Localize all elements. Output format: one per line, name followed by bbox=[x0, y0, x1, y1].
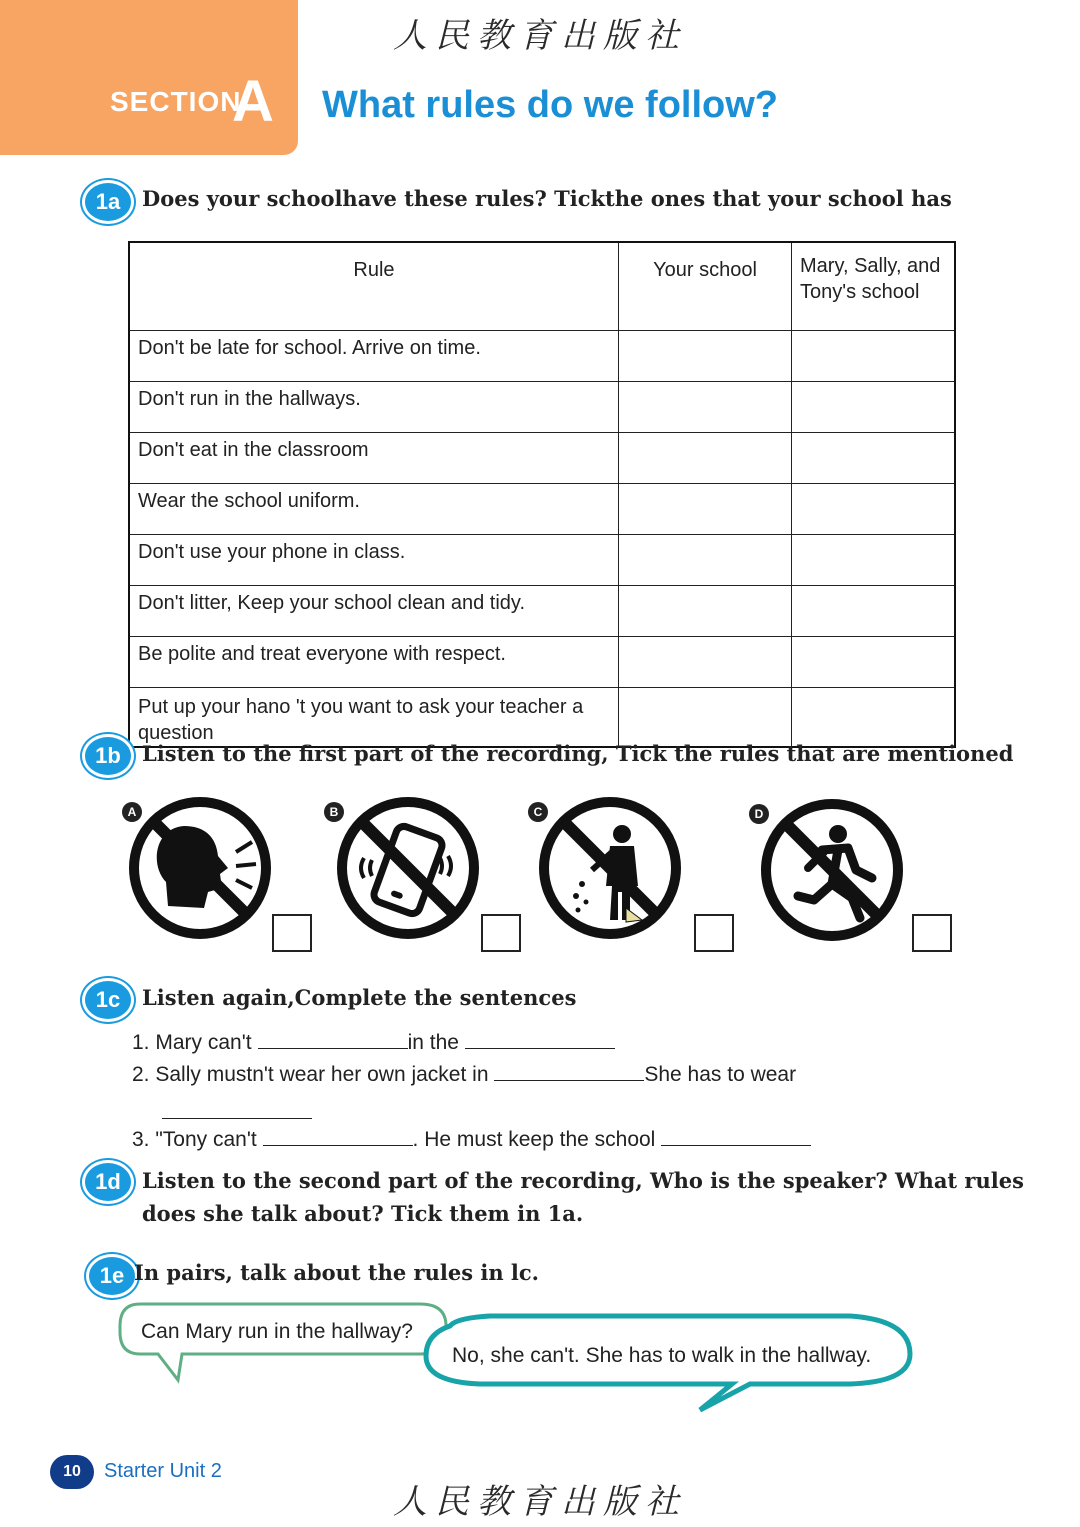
tickbox-b[interactable] bbox=[481, 914, 521, 952]
instruction-1d-line1: Listen to the second part of the recording, Who is the speaker? What rules bbox=[142, 1168, 1024, 1193]
instruction-1c: Listen again,Complete the sentences bbox=[142, 985, 577, 1010]
publisher-logo-bottom: 人民教育出版社 bbox=[393, 1482, 687, 1522]
table-header-row bbox=[129, 242, 955, 331]
no-littering-icon bbox=[530, 796, 690, 946]
sentence-1-start: 1. Mary can't bbox=[132, 1031, 252, 1054]
instruction-1a: Does your schoolhave these rules? Tickthe ones that your school has bbox=[142, 186, 952, 211]
tickbox-d[interactable] bbox=[912, 914, 952, 952]
instruction-1e: In pairs, talk about the rules in lc. bbox=[134, 1260, 539, 1285]
tick-cell-their-school[interactable] bbox=[792, 535, 956, 586]
rule-cell: Don't litter, Keep your school clean and tidy. bbox=[129, 586, 619, 637]
table-row bbox=[129, 331, 955, 382]
badge-1b: 1b bbox=[82, 734, 134, 778]
blank-2a[interactable] bbox=[494, 1062, 644, 1081]
no-phone-icon bbox=[330, 796, 490, 946]
table-row bbox=[129, 484, 955, 535]
sentence-3 bbox=[132, 1127, 811, 1152]
rule-cell: Be polite and treat everyone with respect. bbox=[129, 637, 619, 688]
blank-2b[interactable] bbox=[162, 1100, 312, 1119]
rule-cell: Don't use your phone in class. bbox=[129, 535, 619, 586]
badge-1c: 1c bbox=[82, 978, 134, 1022]
tick-cell-your-school[interactable] bbox=[619, 688, 792, 748]
rule-cell: Don't eat in the classroom bbox=[129, 433, 619, 484]
header-rule: Rule bbox=[129, 242, 619, 331]
table-row bbox=[129, 688, 955, 748]
sentence-3-mid: . He must keep the school bbox=[412, 1128, 656, 1151]
tick-cell-their-school[interactable] bbox=[792, 433, 956, 484]
no-shouting-icon bbox=[124, 796, 284, 946]
bubble-1-text: Can Mary run in the hallway? bbox=[141, 1320, 413, 1343]
tick-cell-their-school[interactable] bbox=[792, 637, 956, 688]
tick-cell-their-school[interactable] bbox=[792, 382, 956, 433]
instruction-1d-line2: does she talk about? Tick them in 1a. bbox=[142, 1201, 584, 1226]
tick-cell-their-school[interactable] bbox=[792, 331, 956, 382]
badge-1d: 1d bbox=[82, 1160, 134, 1204]
badge-1a: 1a bbox=[82, 180, 134, 224]
section-letter: A bbox=[232, 69, 274, 134]
tick-cell-their-school[interactable] bbox=[792, 688, 956, 748]
icon-letter-b: B bbox=[324, 802, 344, 822]
tick-cell-your-school[interactable] bbox=[619, 484, 792, 535]
tickbox-c[interactable] bbox=[694, 914, 734, 952]
table-row bbox=[129, 586, 955, 637]
tick-cell-your-school[interactable] bbox=[619, 637, 792, 688]
publisher-logo-top: 人民教育出版社 bbox=[393, 16, 687, 56]
header-their-school: Mary, Sally, and Tony's school bbox=[792, 242, 956, 331]
unit-label: Starter Unit 2 bbox=[104, 1460, 222, 1482]
tick-cell-their-school[interactable] bbox=[792, 484, 956, 535]
icon-letter-d: D bbox=[749, 804, 769, 824]
rule-cell: Wear the school uniform. bbox=[129, 484, 619, 535]
rules-table bbox=[128, 241, 956, 748]
tick-cell-your-school[interactable] bbox=[619, 331, 792, 382]
sentence-2-mid: She has to wear bbox=[644, 1063, 797, 1086]
tickbox-a[interactable] bbox=[272, 914, 312, 952]
badge-1e: 1e bbox=[86, 1254, 138, 1298]
rule-cell: Put up your hano 't you want to ask your teacher a question bbox=[129, 688, 619, 748]
header-your-school: Your school bbox=[619, 242, 792, 331]
table-row bbox=[129, 535, 955, 586]
blank-1b[interactable] bbox=[465, 1030, 615, 1049]
table-row bbox=[129, 433, 955, 484]
table-row bbox=[129, 382, 955, 433]
rule-cell: Don't run in the hallways. bbox=[129, 382, 619, 433]
blank-3a[interactable] bbox=[263, 1127, 413, 1146]
bubble-2-text: No, she can't. She has to walk in the hallway. bbox=[452, 1344, 872, 1367]
table-row bbox=[129, 637, 955, 688]
sentence-1-mid: in the bbox=[407, 1031, 459, 1054]
blank-1a[interactable] bbox=[258, 1030, 408, 1049]
page-title: What rules do we follow? bbox=[322, 84, 778, 126]
sentence-2-start: 2. Sally mustn't wear her own jacket in bbox=[132, 1063, 489, 1086]
instruction-1b: Listen to the first part of the recording, Tick the rules that are mentioned bbox=[142, 741, 1014, 766]
no-running-icon bbox=[752, 798, 912, 948]
tick-cell-their-school[interactable] bbox=[792, 586, 956, 637]
blank-3b[interactable] bbox=[661, 1127, 811, 1146]
sentence-1 bbox=[132, 1030, 615, 1055]
tick-cell-your-school[interactable] bbox=[619, 535, 792, 586]
icon-letter-a: A bbox=[122, 802, 142, 822]
sentence-3-start: 3. "Tony can't bbox=[132, 1128, 257, 1151]
rule-cell: Don't be late for school. Arrive on time. bbox=[129, 331, 619, 382]
tick-cell-your-school[interactable] bbox=[619, 586, 792, 637]
page-number-badge: 10 bbox=[50, 1455, 94, 1489]
tick-cell-your-school[interactable] bbox=[619, 433, 792, 484]
sentence-2 bbox=[132, 1062, 796, 1087]
icon-letter-c: C bbox=[528, 802, 548, 822]
tick-cell-your-school[interactable] bbox=[619, 382, 792, 433]
section-word: SECTION bbox=[110, 86, 242, 117]
